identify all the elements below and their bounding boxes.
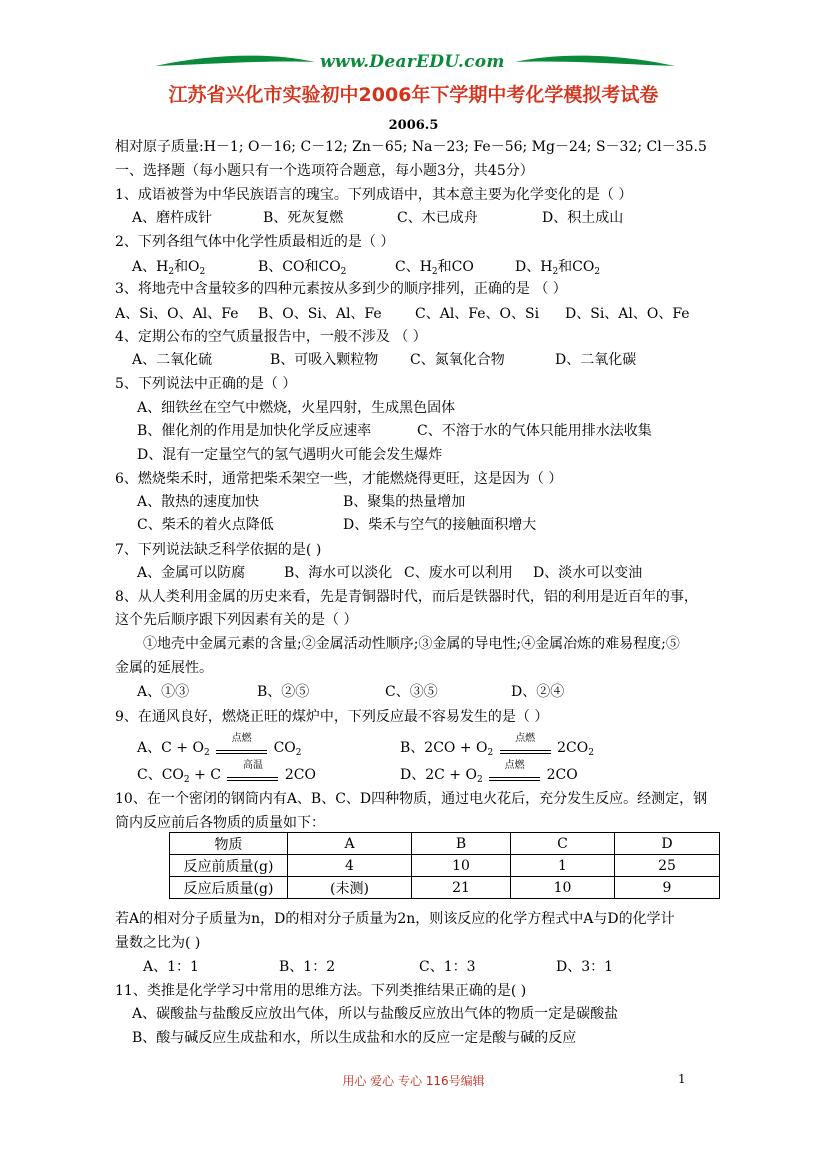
q2-stem: 2、下列各组气体中化学性质最相近的是（ ） (115, 234, 395, 250)
q11-option-a: A、碳酸盐与盐酸反应放出气体，所以与盐酸反应放出气体的物质一定是碳酸盐 (132, 1006, 619, 1022)
q3-option-d: D、Si、Al、O、Fe (565, 306, 690, 322)
q7-stem: 7、下列说法缺乏科学依据的是( ) (115, 542, 322, 558)
table-cell: (未测) (288, 877, 412, 899)
table-cell: 21 (412, 877, 511, 899)
table-row (170, 877, 720, 899)
q11-option-b: B、酸与碱反应生成盐和水，所以生成盐和水的反应一定是酸与碱的反应 (132, 1030, 577, 1046)
table-cell: 25 (615, 855, 720, 877)
table-header-cell: D (615, 833, 720, 855)
q3-option-c: C、Al、Fe、O、Si (415, 306, 540, 322)
q7-option-b: B、海水可以淡化 (284, 565, 393, 581)
table-cell: 反应前质量(g) (170, 855, 288, 877)
q8-stem-line2: 这个先后顺序跟下列因素有关的是（ ） (115, 612, 358, 628)
q1-option-a: A、磨杵成针 (132, 210, 213, 226)
page-title: 江苏省兴化市实验初中2006年下学期中考化学模拟考试卷 (168, 84, 659, 106)
q1-option-b: B、死灰复燃 (263, 210, 344, 226)
q8-option-d: D、②④ (511, 684, 565, 700)
q2-option-d: D、$H_2$和$CO_2$ (515, 259, 601, 277)
q8-option-b: B、②⑤ (257, 684, 310, 700)
page-number: 1 (678, 1072, 686, 1086)
table-cell: 10 (511, 877, 615, 899)
q5-option-d: D、混有一定量空气的氢气遇明火可能会发生爆炸 (137, 447, 443, 463)
q8-stem-line3: ①地壳中金属元素的含量;②金属活动性顺序;③金属的导电性;④金属冶炼的难易程度;⑤ (143, 636, 680, 652)
q7-option-d: D、淡水可以变油 (533, 565, 643, 581)
q10-stem-line2: 筒内反应前后各物质的质量如下： (115, 815, 325, 831)
table-cell: 反应后质量(g) (170, 877, 288, 899)
q5-option-b: B、催化剂的作用是加快化学反应速率 (137, 423, 372, 439)
q1-option-d: D、积土成山 (542, 210, 624, 226)
table-cell: 10 (412, 855, 511, 877)
q8-stem-line4: 金属的延展性。 (115, 660, 213, 676)
q10-stem-line3: 若A的相对分子质量为n，D的相对分子质量为2n，则该反应的化学方程式中A与D的化学计 (115, 911, 675, 927)
q6-option-d: D、柴禾与空气的接触面积增大 (343, 517, 537, 533)
q10-option-a: A、1：1 (143, 959, 199, 975)
q1-stem: 1、成语被誉为中华民族语言的瑰宝。下列成语中，其本意主要为化学变化的是（ ） (115, 187, 633, 203)
q4-option-b: B、可吸入颗粒物 (270, 352, 379, 368)
footer-text: 用心 爱心 专心 116号编辑 (342, 1074, 485, 1088)
mass-table (169, 832, 720, 899)
q11-stem: 11、类推是化学学习中常用的思维方法。下列类推结果正确的是( ) (115, 983, 527, 999)
table-header-cell: C (511, 833, 615, 855)
site-url: www.DearEDU.com (320, 52, 505, 72)
table-cell: 9 (615, 877, 720, 899)
table-header-cell: B (412, 833, 511, 855)
q5-stem: 5、下列说法中正确的是（ ） (115, 376, 297, 392)
q8-option-c: C、③⑤ (385, 684, 438, 700)
section-heading: 一、选择题（每小题只有一个选项符合题意，每小题3分，共45分） (115, 163, 534, 179)
q6-option-a: A、散热的速度加快 (137, 494, 260, 510)
q9-option-a: A、$C + O_2$ 点燃 $CO_2$ (137, 733, 302, 758)
q4-option-c: C、氮氧化合物 (410, 352, 505, 368)
q10-stem-line4: 量数之比为( ) (115, 935, 201, 951)
q8-stem-line1: 8、从人类利用金属的历史来看，先是青铜器时代，而后是铁器时代，铝的利用是近百年的事， (115, 589, 698, 605)
q6-option-c: C、柴禾的着火点降低 (137, 517, 274, 533)
q9-option-c: C、$CO_2 + C$ 高温 2CO (137, 760, 316, 785)
q3-option-a: A、Si、O、Al、Fe (115, 306, 239, 322)
q4-option-d: D、二氧化碳 (555, 352, 637, 368)
q6-stem: 6、燃烧柴禾时，通常把柴禾架空一些，才能燃烧得更旺，这是因为（ ） (115, 471, 563, 487)
atomic-masses: 相对原子质量:H－1; O－16; C－12; Zn－65; Na－23; Fe－56; Mg－24; S－32; Cl－35.5 (115, 139, 707, 155)
table-header-cell: 物质 (170, 833, 288, 855)
table-cell: 4 (288, 855, 412, 877)
table-cell: 1 (511, 855, 615, 877)
q3-option-b: B、O、Si、Al、Fe (258, 306, 382, 322)
q9-option-b: B、$2CO + O_2$ 点燃 $2CO_2$ (400, 733, 594, 758)
q4-stem: 4、定期公布的空气质量报告中，一般不涉及 （ ） (115, 329, 427, 345)
q4-option-a: A、二氧化硫 (132, 352, 213, 368)
table-header-row (170, 833, 720, 855)
q10-option-d: D、3：1 (556, 959, 614, 975)
table-row (170, 855, 720, 877)
q3-stem: 3、将地壳中含量较多的四种元素按从多到少的顺序排列，正确的是 （ ） (115, 281, 567, 297)
q2-option-b: B、CO和$CO_2$ (258, 259, 347, 277)
q9-option-d: D、$2C + O_2$ 点燃 2CO (400, 760, 578, 785)
q2-option-c: C、$H_2$和CO (395, 259, 474, 277)
q5-option-c: C、不溶于水的气体只能用排水法收集 (417, 423, 652, 439)
q5-option-a: A、细铁丝在空气中燃烧，火星四射，生成黑色固体 (137, 400, 456, 416)
q10-option-b: B、1：2 (279, 959, 336, 975)
exam-date: 2006.5 (388, 118, 439, 133)
q8-option-a: A、①③ (137, 684, 190, 700)
q10-stem-line1: 10、在一个密闭的钢筒内有A、B、C、D四种物质，通过电火花后，充分发生反应。经测定，钢 (115, 791, 708, 807)
table-header-cell: A (288, 833, 412, 855)
q6-option-b: B、聚集的热量增加 (343, 494, 466, 510)
q9-stem: 9、在通风良好，燃烧正旺的煤炉中，下列反应最不容易发生的是（ ） (115, 709, 549, 725)
q1-option-c: C、木已成舟 (397, 210, 478, 226)
q7-option-c: C、废水可以利用 (404, 565, 513, 581)
q10-option-c: C、1：3 (419, 959, 476, 975)
q7-option-a: A、金属可以防腐 (137, 565, 246, 581)
q2-option-a: A、$H_2$和$O_2$ (132, 259, 206, 277)
